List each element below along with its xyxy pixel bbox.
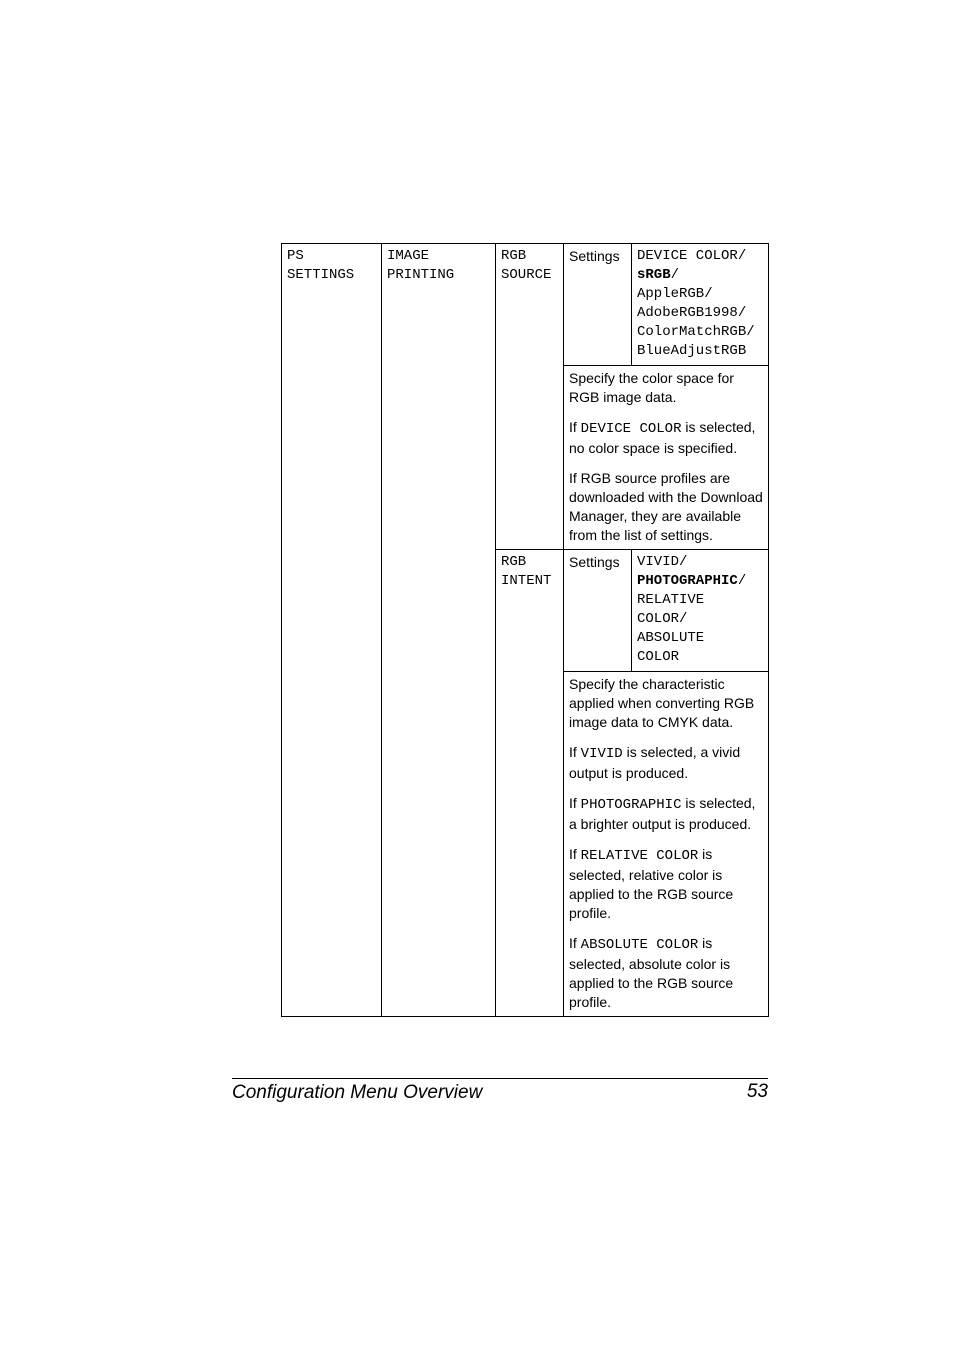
menu-level2-cell xyxy=(382,244,496,1017)
description-paragraph xyxy=(569,418,764,458)
rgb-source-values xyxy=(632,244,769,366)
menu-level2-line: PRINTING xyxy=(387,267,455,283)
text-fragment: is selected, a brighter output is produced. xyxy=(569,795,756,832)
rgb-intent-description xyxy=(564,672,769,1017)
value-item: COLOR/ xyxy=(637,611,688,627)
code-term: ABSOLUTE COLOR xyxy=(580,937,699,953)
value-item: AdobeRGB1998/ xyxy=(637,305,747,321)
value-item: DEVICE COLOR/ xyxy=(637,248,747,264)
rgb-source-settings-label: Settings xyxy=(564,244,632,366)
value-separator: / xyxy=(670,267,680,283)
text-fragment: If xyxy=(569,744,581,760)
description-paragraph xyxy=(569,845,764,923)
value-separator: / xyxy=(737,573,747,589)
footer-rule xyxy=(232,1078,768,1079)
text-fragment: is selected, absolute color is applied to the RGB source profile. xyxy=(569,935,734,1010)
text-fragment: If xyxy=(569,935,581,951)
menu-level2-line: IMAGE xyxy=(387,248,430,264)
rgb-intent-name-line: RGB xyxy=(501,554,527,570)
text-fragment: is selected, no color space is specified. xyxy=(569,419,756,456)
menu-level1-line: PS xyxy=(287,248,304,264)
text-fragment: If xyxy=(569,795,581,811)
description-paragraph: Specify the color space for RGB image data. xyxy=(569,370,734,405)
text-fragment: is selected, a vivid output is produced. xyxy=(569,744,741,781)
rgb-intent-values xyxy=(632,550,769,672)
configuration-menu-table xyxy=(281,243,769,1017)
value-item: COLOR xyxy=(637,649,680,665)
code-term: VIVID xyxy=(580,746,623,762)
code-term: PHOTOGRAPHIC xyxy=(580,797,682,813)
rgb-source-name-line: RGB xyxy=(501,248,527,264)
description-paragraph xyxy=(569,934,764,1012)
value-item: VIVID/ xyxy=(637,554,688,570)
description-paragraph xyxy=(569,743,764,783)
code-term: RELATIVE COLOR xyxy=(580,848,699,864)
text-fragment: If xyxy=(569,419,581,435)
value-item: ABSOLUTE xyxy=(637,630,705,646)
menu-level1-line: SETTINGS xyxy=(287,267,355,283)
description-paragraph xyxy=(569,794,764,834)
rgb-source-name-cell xyxy=(496,244,564,550)
text-fragment: is selected, relative color is applied to the RGB source profile. xyxy=(569,846,734,921)
value-item-default: sRGB xyxy=(637,267,671,283)
rgb-source-description xyxy=(564,366,769,550)
description-paragraph: If RGB source profiles are downloaded with the Download Manager, they are available from the list of settings. xyxy=(569,470,763,543)
menu-level1-cell xyxy=(282,244,382,1017)
footer-title: Configuration Menu Overview xyxy=(232,1082,483,1103)
description-paragraph: Specify the characteristic applied when converting RGB image data to CMYK data. xyxy=(569,676,755,730)
text-fragment: If xyxy=(569,846,581,862)
value-item-default: PHOTOGRAPHIC xyxy=(637,573,738,589)
value-item: BlueAdjustRGB xyxy=(637,343,747,359)
rgb-source-name-line: SOURCE xyxy=(501,267,552,283)
value-item: AppleRGB/ xyxy=(637,286,713,302)
value-item: RELATIVE xyxy=(637,592,705,608)
value-item: ColorMatchRGB/ xyxy=(637,324,755,340)
rgb-intent-settings-label: Settings xyxy=(564,550,632,672)
rgb-intent-name-line: INTENT xyxy=(501,573,552,589)
rgb-intent-name-cell xyxy=(496,550,564,1017)
page-number: 53 xyxy=(746,1081,768,1102)
code-term: DEVICE COLOR xyxy=(580,421,682,437)
